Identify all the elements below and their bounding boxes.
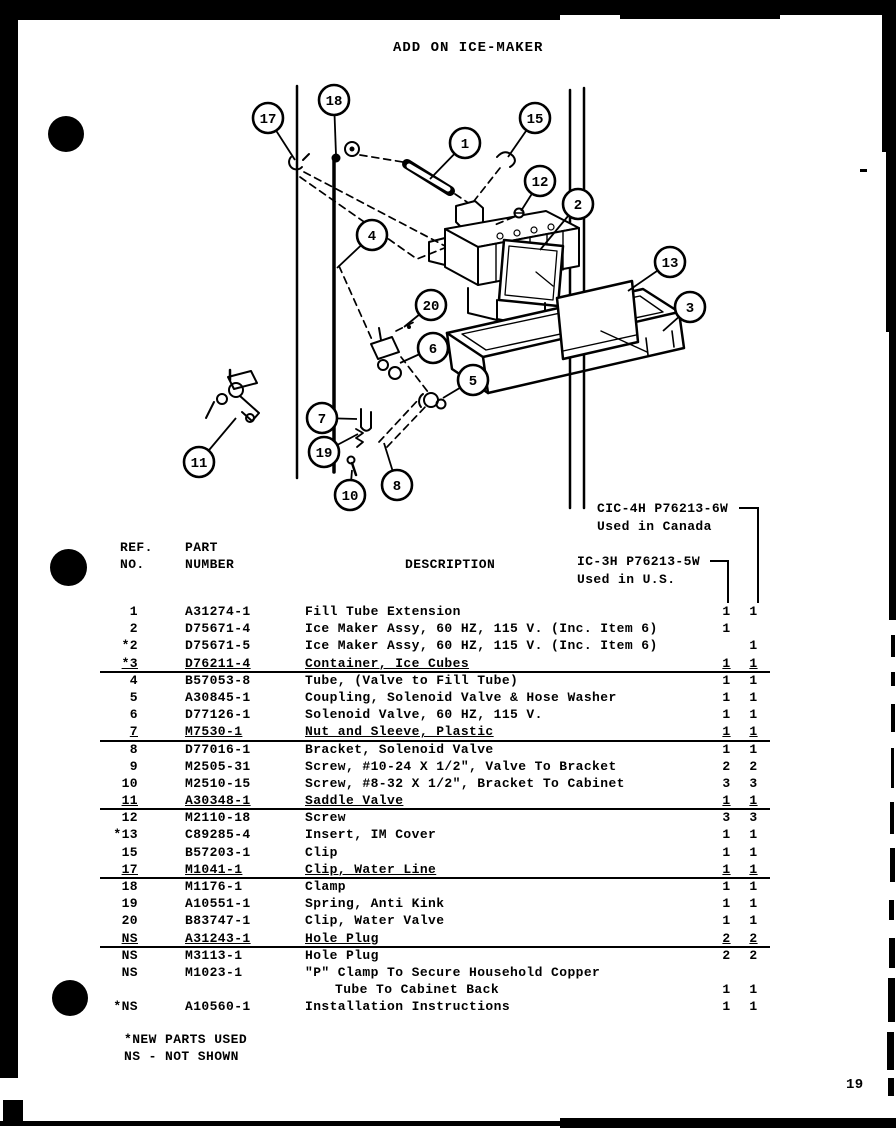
scan-artifact-top-band2: [0, 15, 560, 20]
table-row: [0, 998, 896, 1015]
svg-text:18: 18: [325, 94, 343, 110]
qty-ca: 3: [749, 775, 758, 791]
qty-us: 2: [722, 758, 731, 774]
qty-ca: 1: [749, 707, 758, 723]
ref-no: 12: [121, 810, 138, 826]
part-number: M1041-1: [185, 861, 243, 877]
us-model-label: Used in U.S.: [577, 572, 676, 587]
scan-artifact-top-band3: [620, 15, 780, 19]
qty-us: 1: [722, 604, 731, 619]
table-row: [0, 758, 896, 775]
scan-artifact-right-dash11: [888, 1078, 894, 1096]
qty-us: 1: [722, 793, 731, 809]
qty-us: 1: [722, 999, 731, 1015]
description: Solenoid Valve, 60 HZ, 115 V.: [305, 707, 543, 723]
description: Fill Tube Extension: [305, 604, 461, 619]
table-row: [0, 706, 896, 723]
qty-us: 1: [722, 741, 731, 757]
part-number: D76211-4: [185, 655, 251, 671]
ref-no: 19: [121, 896, 138, 912]
svg-text:10: 10: [341, 489, 359, 505]
svg-text:5: 5: [468, 374, 478, 390]
canada-model-label: Used in Canada: [597, 519, 712, 534]
qty-us: 1: [722, 879, 731, 894]
svg-text:15: 15: [526, 112, 544, 128]
qty-us: 1: [722, 827, 731, 843]
description: Screw: [305, 810, 347, 826]
qty-us: 1: [722, 655, 731, 671]
qty-ca: 1: [749, 844, 758, 860]
description: Nut and Sleeve, Plastic: [305, 724, 494, 740]
solenoid-valve: [339, 266, 428, 392]
qty-ca: 1: [749, 672, 758, 688]
part-number: D75671-4: [185, 621, 251, 637]
footnote-not-shown: NS - NOT SHOWN: [124, 1049, 239, 1064]
description: Screw, #8-32 X 1/2", Bracket To Cabinet: [305, 775, 625, 791]
saddle-valve: [206, 370, 259, 422]
svg-text:4: 4: [367, 229, 377, 245]
qty-us: 1: [722, 913, 731, 929]
table-row: [0, 930, 896, 947]
table-row: [0, 689, 896, 706]
callout-11: [184, 418, 236, 477]
water-line-clip: [289, 157, 302, 169]
ref-no: 20: [121, 913, 138, 929]
qty-us: 3: [722, 810, 731, 826]
part-number: B83747-1: [185, 913, 251, 929]
callout-12: [521, 166, 555, 211]
ref-no: 1: [129, 604, 138, 619]
scan-artifact-right-strip3: [889, 332, 896, 620]
punch-hole-top: [48, 116, 84, 152]
scan-artifact-bottom-line2: [560, 1118, 896, 1128]
qty-us: 1: [722, 844, 731, 860]
anti-kink-spring: [356, 429, 363, 447]
ref-no: 5: [129, 689, 138, 705]
callout-4: [337, 220, 387, 268]
qty-ca: 2: [749, 758, 758, 774]
scan-artifact-right-strip1: [882, 12, 896, 152]
part-number: C89285-4: [185, 827, 251, 843]
description: Spring, Anti Kink: [305, 896, 445, 912]
callout-17: [253, 103, 295, 160]
qty-ca: 1: [749, 861, 758, 877]
description: Ice Maker Assy, 60 HZ, 115 V. (Inc. Item 6): [305, 621, 658, 637]
svg-text:7: 7: [317, 412, 327, 428]
qty-ca: 1: [749, 896, 758, 912]
ref-no: 7: [129, 724, 138, 740]
qty-ca: 1: [749, 999, 758, 1015]
table-row: [0, 655, 896, 672]
description: Tube, (Valve to Fill Tube): [305, 672, 519, 688]
description: Ice Maker Assy, 60 HZ, 115 V. (Inc. Item 6): [305, 638, 658, 654]
part-number: D77016-1: [185, 741, 251, 757]
ref-no: 6: [129, 707, 138, 723]
svg-text:8: 8: [392, 479, 402, 495]
part-number: M1023-1: [185, 964, 243, 980]
qty-us: 2: [722, 947, 731, 963]
description: Clip, Water Valve: [305, 913, 445, 929]
diagram-svg: [150, 80, 770, 520]
ref-no: 8: [129, 741, 138, 757]
scan-artifact-speck: [860, 169, 867, 172]
qty-ca: 3: [749, 810, 758, 826]
callout-1: [430, 128, 480, 179]
table-row: [0, 895, 896, 912]
part-number: A31274-1: [185, 604, 251, 619]
qty-us: 1: [722, 689, 731, 705]
ref-no: NS: [121, 964, 138, 980]
description: Insert, IM Cover: [305, 827, 437, 843]
ref-no: 15: [121, 844, 138, 860]
table-row: [0, 844, 896, 861]
parts-table-body: [0, 603, 896, 1016]
description: Bracket, Solenoid Valve: [305, 741, 494, 757]
qty-ca: 1: [749, 741, 758, 757]
part-number: A30348-1: [185, 793, 251, 809]
ref-no: NS: [121, 947, 138, 963]
part-column-header: PART NUMBER: [185, 540, 235, 572]
qty-ca: 1: [749, 689, 758, 705]
svg-text:6: 6: [428, 342, 438, 358]
callout-20: [404, 290, 446, 327]
part-number: A31243-1: [185, 930, 251, 946]
scan-artifact-right-strip2: [886, 152, 896, 332]
table-row: [0, 620, 896, 637]
svg-text:19: 19: [315, 446, 333, 462]
description: Clip, Water Line: [305, 861, 437, 877]
qty-ca: 1: [749, 655, 758, 671]
table-row: [0, 947, 896, 964]
ref-no: 4: [129, 672, 138, 688]
qty-ca: 1: [749, 913, 758, 929]
qty-us: 2: [722, 930, 731, 946]
qty-us: 3: [722, 775, 731, 791]
part-number: M2505-31: [185, 758, 251, 774]
svg-text:12: 12: [531, 175, 549, 191]
ref-no: *3: [121, 655, 138, 671]
ref-no: 18: [121, 879, 138, 894]
table-row: [0, 637, 896, 654]
ref-no: *13: [113, 827, 138, 843]
ref-no: 10: [121, 775, 138, 791]
ref-no: 2: [129, 621, 138, 637]
scan-artifact-top-band: [0, 0, 896, 15]
svg-text:2: 2: [573, 198, 583, 214]
svg-text:1: 1: [460, 137, 470, 153]
qty-ca: 2: [749, 947, 758, 963]
table-row-continued: [0, 981, 896, 998]
table-row: [0, 861, 896, 878]
qty-ca: 1: [749, 879, 758, 894]
description: "P" Clamp To Secure Household Copper: [305, 964, 601, 980]
callout-19: [309, 434, 358, 467]
part-number: A30845-1: [185, 689, 251, 705]
description: Container, Ice Cubes: [305, 655, 470, 671]
ref-no: *2: [121, 638, 138, 654]
description: Coupling, Solenoid Valve & Hose Washer: [305, 689, 617, 705]
scan-artifact-right-dash10: [887, 1032, 894, 1070]
table-row: [0, 741, 896, 758]
qty-ca: 1: [749, 827, 758, 843]
im-clip: [497, 152, 515, 167]
description: Clamp: [305, 879, 347, 894]
part-number: M7530-1: [185, 724, 243, 740]
svg-text:20: 20: [422, 299, 440, 315]
callout-6: [400, 333, 448, 363]
footnote-new-parts: *NEW PARTS USED: [124, 1032, 248, 1047]
punch-hole-middle: [50, 549, 87, 586]
table-row: [0, 723, 896, 740]
description-column-header: DESCRIPTION: [405, 557, 496, 572]
description: Saddle Valve: [305, 793, 404, 809]
us-column-bracket: [710, 560, 729, 603]
ref-no: *NS: [113, 999, 138, 1015]
qty-ca: 1: [749, 982, 758, 998]
callout-10: [335, 470, 365, 510]
qty-ca: 2: [749, 930, 758, 946]
table-row: [0, 826, 896, 843]
description: Hole Plug: [305, 947, 379, 963]
part-number: B57053-8: [185, 672, 251, 688]
canada-column-bracket: [739, 507, 759, 603]
ref-no: 11: [121, 793, 138, 809]
svg-text:3: 3: [685, 301, 695, 317]
part-number: M2110-18: [185, 810, 251, 826]
description-line2: Tube To Cabinet Back: [335, 982, 500, 998]
qty-ca: 1: [749, 604, 758, 619]
description: Hole Plug: [305, 930, 379, 946]
callout-13: [628, 247, 685, 291]
svg-text:17: 17: [259, 112, 277, 128]
part-number: M3113-1: [185, 947, 243, 963]
description: Installation Instructions: [305, 999, 511, 1015]
qty-us: 1: [722, 707, 731, 723]
callout-7: [307, 403, 357, 433]
table-row: [0, 603, 896, 620]
table-row: [0, 912, 896, 929]
description: Screw, #10-24 X 1/2", Valve To Bracket: [305, 758, 617, 774]
ref-no: NS: [121, 930, 138, 946]
qty-ca: 1: [749, 793, 758, 809]
page-number: 19: [846, 1077, 864, 1093]
description: Clip: [305, 844, 338, 860]
qty-us: 1: [722, 621, 731, 637]
svg-text:11: 11: [190, 456, 208, 472]
svg-text:13: 13: [661, 256, 679, 272]
qty-us: 1: [722, 672, 731, 688]
table-row: [0, 878, 896, 895]
qty-us: 1: [722, 724, 731, 740]
table-row: [0, 792, 896, 809]
part-number: D75671-5: [185, 638, 251, 654]
ref-no: 17: [121, 861, 138, 877]
us-model-code: IC-3H P76213-5W: [577, 554, 701, 569]
part-number: M1176-1: [185, 879, 243, 894]
callout-5: [443, 365, 488, 398]
page-title: ADD ON ICE-MAKER: [393, 40, 544, 56]
scan-artifact-bottom-blob: [3, 1100, 23, 1122]
table-row: [0, 775, 896, 792]
part-number: A10560-1: [185, 999, 251, 1015]
qty-us: 1: [722, 861, 731, 877]
qty-ca: 1: [749, 638, 758, 654]
table-row: [0, 809, 896, 826]
table-row: [0, 964, 896, 981]
ref-column-header: REF. NO.: [120, 540, 153, 572]
qty-us: 1: [722, 982, 731, 998]
qty-ca: 1: [749, 724, 758, 740]
canada-model-code: CIC-4H P76213-6W: [597, 501, 729, 516]
callout-18: [319, 85, 349, 155]
part-number: D77126-1: [185, 707, 251, 723]
ref-no: 9: [129, 758, 138, 774]
table-row: [0, 672, 896, 689]
part-number: A10551-1: [185, 896, 251, 912]
coupling: [419, 393, 445, 409]
callout-8: [382, 443, 412, 500]
part-number: M2510-15: [185, 775, 251, 791]
nut-sleeve: [361, 409, 371, 431]
part-number: B57203-1: [185, 844, 251, 860]
callout-15: [508, 103, 550, 157]
qty-us: 1: [722, 896, 731, 912]
